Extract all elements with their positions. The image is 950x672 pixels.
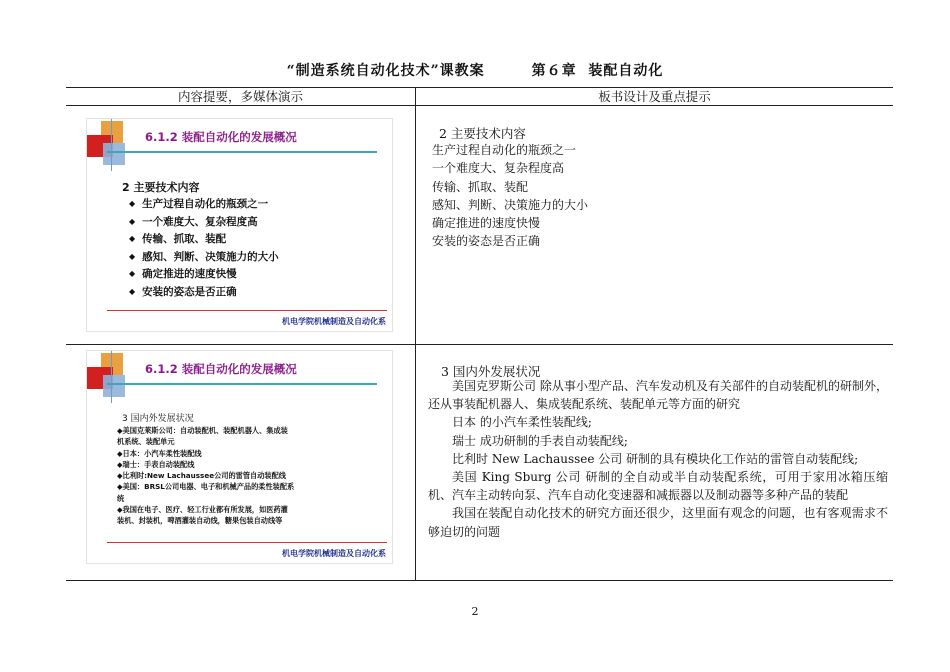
notes-heading: 2 主要技术内容 [439,126,526,141]
notes-paragraph: 比利时 New Lachaussee 公司 研制的具有模块化工作站的雷管自动装配线; [452,451,859,466]
slide-heading: 2 主要技术内容 [122,181,200,194]
list-item: ◆ 安装的姿态是否正确 [129,284,279,302]
slide-logo-squares [87,119,135,171]
notes-body [428,377,888,541]
notes-line: 安装的姿态是否正确 [432,234,541,249]
notes-paragraph: 我国在装配自动化技术的研究方面还很少，这里面有观念的问题，也有客观需求不够迫切的问题 [428,506,888,539]
notes-paragraph: 日本 的小汽车柔性装配线; [452,415,592,430]
document-title: “制造系统自动化技术”课教案 第６章 装配自动化 [286,63,664,79]
slide-title: 6.1.2 装配自动化的发展概况 [145,130,297,144]
board-notes-development [416,345,893,580]
notes-lines [432,141,588,251]
notes-paragraph: 瑞士 成功研制的手表自动装配线; [452,433,628,448]
notes-paragraph: 美国 King Sburg 公司 研制的全自动或半自动装配系统，可用于家用冰箱压缩机、汽车主动转向泵、汽车自动化变速器和减振器以及制动器等多种产品的装配 [428,470,888,503]
slide-line: ◆美国：BRSL公司电器、电子和机械产品的柔性装配系 [117,482,295,492]
slide-logo-squares [87,351,135,403]
slide-bullet-list [129,196,279,301]
slide-line: 统 [117,493,125,503]
header-content-summary: 内容提要，多媒体演示 [177,89,303,104]
slide-development-status [86,350,393,564]
slide-title-rule [107,383,377,385]
slide-bottom-rule [107,310,387,311]
slide-line: ◆比利时:New Lachaussee公司的雷管自动装配线 [117,471,286,481]
slide-line: 装机、封装机，啤酒灌装自动线，糖果包装自动线等 [117,516,283,526]
list-item: ◆ 确定推进的速度快慢 [129,266,279,284]
notes-line: 传输、抓取、装配 [432,179,529,194]
list-item: ◆ 生产过程自动化的瓶颈之一 [129,196,279,214]
slide-line: 机系统、装配单元 [117,437,175,447]
notes-paragraph: 美国克罗斯公司 除从事小型产品、汽车发动机及有关部件的自动装配机的研制外，还从事装配机器人、集成装配系统、装配单元等方面的研究 [428,379,888,412]
slide-body [117,425,387,527]
list-item: ◆ 感知、判断、决策施力的大小 [129,249,279,267]
slide-line: ◆瑞士：手表自动装配线 [117,459,195,469]
slide-footer: 机电学院机械制造及自动化系 [282,549,386,558]
page-number: 2 [471,605,479,618]
lesson-table [66,87,893,581]
board-notes-techniques [416,88,893,344]
header-board-design: 板书设计及重点提示 [598,89,711,104]
slide-footer: 机电学院机械制造及自动化系 [282,317,386,326]
list-item: ◆ 一个难度大、复杂程度高 [129,214,279,232]
notes-line: 一个难度大、复杂程度高 [432,161,565,176]
slide-bottom-rule [107,542,387,543]
notes-line: 感知、判断、决策施力的大小 [432,197,589,212]
slide-main-techniques [86,118,393,332]
slide-line: ◆日本：小汽车柔性装配线 [117,448,202,458]
slide-line: ◆我国在电子、医疗、轻工行业都有所发展，如医药灌 [117,505,288,515]
slide-title-rule [107,151,377,153]
notes-line: 确定推进的速度快慢 [432,216,541,231]
notes-heading: 3 国内外发展状况 [441,364,541,379]
slide-heading: 3 国内外发展状况 [122,414,194,424]
list-item: ◆ 传输、抓取、装配 [129,231,279,249]
slide-line: ◆美国克莱斯公司：自动装配机、装配机器人、集成装 [117,426,288,435]
notes-line: 生产过程自动化的瓶颈之一 [432,143,577,157]
slide-title: 6.1.2 装配自动化的发展概况 [145,362,297,376]
